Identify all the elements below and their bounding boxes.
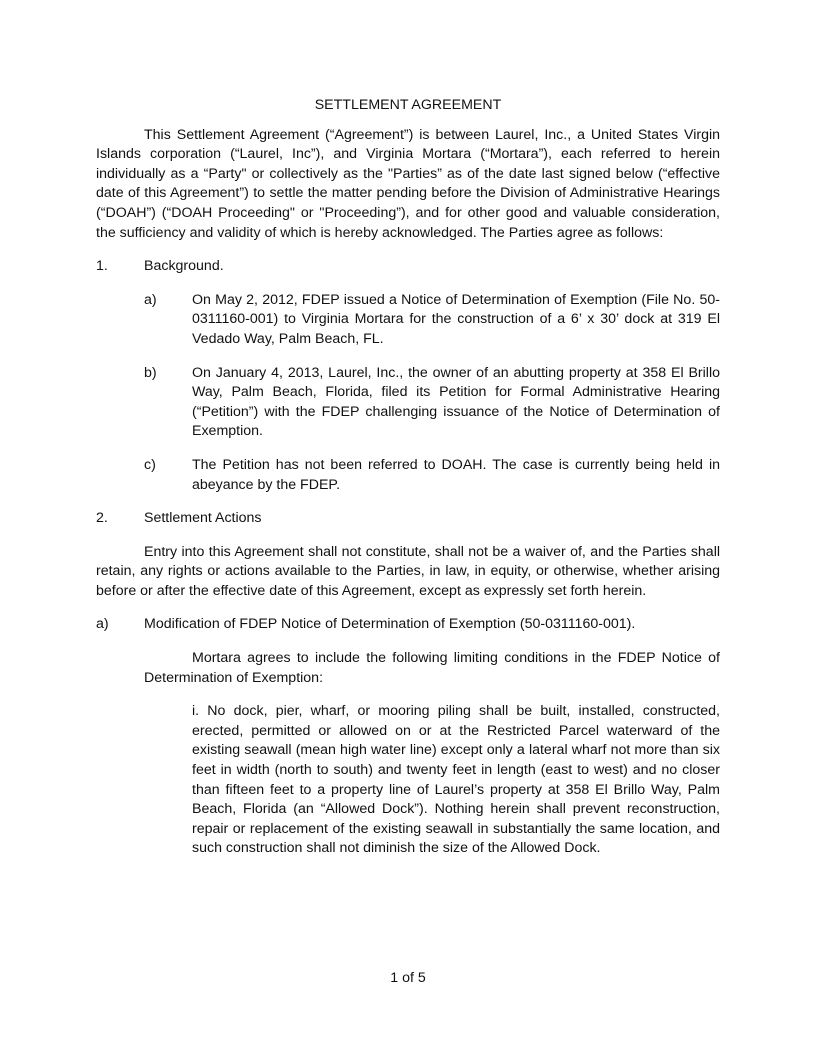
- background-item-b: [144, 364, 720, 442]
- settlement-item-a-heading: [96, 615, 720, 635]
- background-item-c: [144, 456, 720, 495]
- section-1-title: Background.: [144, 258, 224, 275]
- background-item-a: [144, 291, 720, 350]
- item-text: On May 2, 2012, FDEP issued a Notice of Determination of Exemption (File No. 50-0311160-001) to Virginia Mortara for the construction of a 6’ x 30’ dock at 319 El Vedado Way, Palm Beach, FL.: [192, 291, 720, 347]
- item-label: a): [144, 291, 157, 308]
- item-heading: Modification of FDEP Notice of Determination of Exemption (50-0311160-001).: [144, 616, 636, 633]
- section-2-number: 2.: [96, 510, 108, 527]
- section-2-heading: [96, 509, 720, 529]
- item-text: The Petition has not been referred to DOAH. The case is currently being held in abeyance by the FDEP.: [192, 456, 720, 493]
- section-1-number: 1.: [96, 258, 108, 275]
- document-page: [96, 96, 720, 859]
- intro-paragraph: This Settlement Agreement (“Agreement”) is between Laurel, Inc., a United States Virgin Islands corporation (“Laurel, Inc”), and Virginia Mortara (“Mortara”), each referred to herein individually as a “Party" or collectively as the "Parties” as of the date last signed below (“effective date of this Agreement”) to settle the matter pending before the Division of Administrative Hearings (“DOAH”) (“DOAH Proceeding" or "Proceeding”), and for other good and valuable consideration, the sufficiency and validity of which is hereby acknowledged. The Parties agree as follows:: [96, 126, 720, 241]
- section-2-title: Settlement Actions: [144, 510, 262, 527]
- item-label: c): [144, 456, 156, 473]
- document-title: SETTLEMENT AGREEMENT: [314, 97, 502, 113]
- condition-i: i. No dock, pier, wharf, or mooring piling shall be built, installed, constructed, erected, permitted or allowed on or at the Restricted Parcel waterward of the existing seawall (mean high water line) except only a lateral wharf not more than six feet in width (north to south) and twenty feet in length (east to west) and no closer than fifteen feet to a property line of Laurel’s property at 358 El Brillo Way, Palm Beach, Florida (an “Allowed Dock”). Nothing herein shall prevent reconstruction, repair or replacement of the existing seawall in substantially the same location, and such construction shall not diminish the size of the Allowed Dock.: [192, 703, 720, 857]
- item-label: a): [96, 616, 109, 633]
- page-number: 1 of 5: [390, 970, 426, 986]
- settlement-item-a-intro: Mortara agrees to include the following limiting conditions in the FDEP Notice of Determination of Exemption:: [144, 650, 720, 686]
- item-label: b): [144, 364, 157, 381]
- settlement-paragraph: Entry into this Agreement shall not constitute, shall not be a waiver of, and the Parties shall retain, any rights or actions available to the Parties, in law, in equity, or otherwise, whether arising before or after the effective date of this Agreement, except as expressly set forth herein.: [96, 543, 720, 599]
- section-1-heading: [96, 257, 720, 277]
- item-text: On January 4, 2013, Laurel, Inc., the owner of an abutting property at 358 El Brillo Way, Palm Beach, Florida, filed its Petition for Formal Administrative Hearing (“Petition”) with the FDEP challenging issuance of the Notice of Determination of Exemption.: [192, 364, 720, 440]
